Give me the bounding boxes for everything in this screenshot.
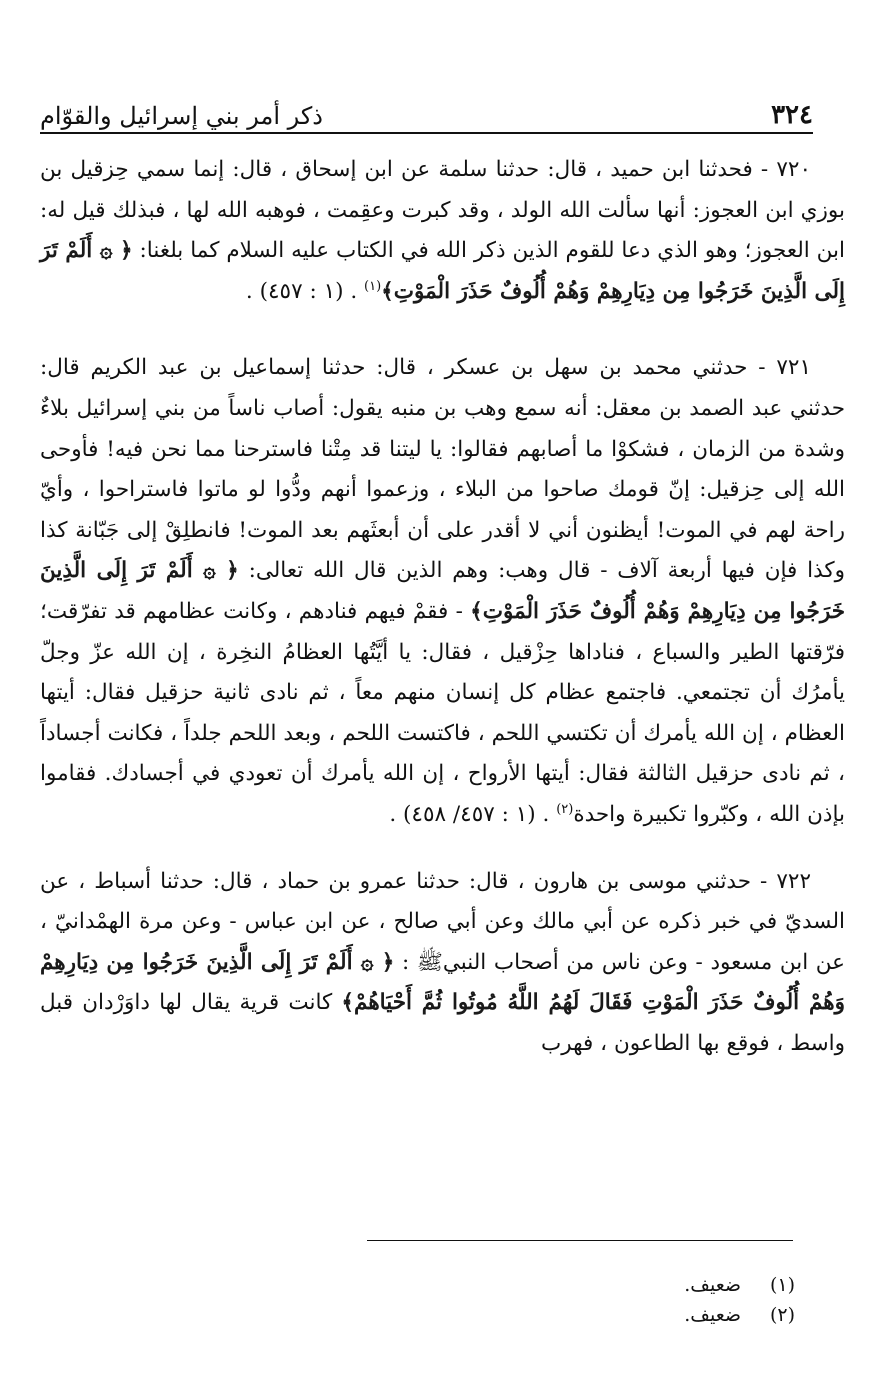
footnote-number: (١) — [769, 1274, 795, 1296]
paragraph-text: ٧٢٢ - حدثني موسى بن هارون ، قال: حدثنا عمرو بن حماد ، قال: حدثنا أسباط ، عن السديّ في خبر ذكره عن أبي مالك وعن أبي صالح ، عن ابن عباس - وعن مرة الهمْدانيّ ، عن ابن مسعود - وعن ناس من أصحاب النبيﷺ : — [40, 868, 845, 975]
paragraph-citation: . (١ : ٤٥٧/ ٤٥٨) . — [389, 801, 557, 827]
quran-verse: ﴿ ۞ أَلَمْ تَرَ إِلَى الَّذِينَ خَرَجُوا مِن دِيَارِهِمْ وَهُمْ أُلُوفٌ حَذَرَ الْمَوْتِ﴾ — [40, 558, 845, 624]
footnote-text: ضعيف. — [684, 1274, 741, 1296]
footnote-ref: (١) — [364, 278, 382, 294]
main-text — [40, 150, 845, 1086]
footnote-divider — [367, 1240, 793, 1241]
paragraph-text-continued: كانت قرية يقال لها داوَرْدان قبل واسط ، فوقع بها الطاعون ، فهرب — [40, 990, 845, 1056]
paragraph-721 — [40, 348, 845, 835]
footnote-ref: (٢) — [556, 801, 574, 817]
paragraph-citation: . (١ : ٤٥٧) . — [245, 278, 365, 304]
running-title: ذكر أمر بني إسرائيل والقوّام — [40, 102, 323, 130]
paragraph-text-continued: - فقمْ فيهم فنادهم ، وكانت عظامهم قد تفرّقت؛ فرّقتها الطير والسباع ، فناداها حِزْقيل ، فقال: يا أيَّتُها العظامُ النخِرة ، إن الله عزّ وجلّ يأمرُك أن تجتمعي. فاجتمع عظام كل إنسان منهم معاً ، ثم نادى ثانية حزقيل فقال: أيتها العظام ، إن الله يأمرك أن تكتسي اللحم ، فاكتست اللحم ، وبعد اللحم جلداً ، فكانت أجساداً ، ثم نادى حزقيل الثالثة فقال: أيتها الأرواح ، إن الله يأمرك أن تعودي في أجسادك. فقاموا بإذن الله ، وكبّروا تكبيرة واحدة — [40, 598, 845, 827]
footnotes — [684, 1270, 795, 1330]
paragraph-720 — [40, 150, 845, 312]
page-number: ٣٢٤ — [771, 100, 813, 130]
paragraph-text: ٧٢٠ - فحدثنا ابن حميد ، قال: حدثنا سلمة عن ابن إسحاق ، قال: إنما سمي حِزقيل بن بوزي ابن العجوز: أنها سألت الله الولد ، وقد كبرت وعقِمت ، فوهبه الله لها ، فبذلك قيل له: ابن العجوز؛ وهو الذي دعا للقوم الذين ذكر الله في الكتاب عليه السلام كما بلغنا: — [40, 157, 845, 264]
footnote-number: (٢) — [769, 1304, 795, 1326]
page-header — [40, 84, 813, 134]
footnote-1 — [684, 1270, 795, 1300]
quran-verse: ﴿ ۞ أَلَمْ تَرَ إِلَى الَّذِينَ خَرَجُوا مِن دِيَارِهِمْ وَهُمْ أُلُوفٌ حَذَرَ الْمَوْتِ﴾ — [40, 238, 845, 304]
paragraph-text: ٧٢١ - حدثني محمد بن سهل بن عسكر ، قال: حدثنا إسماعيل بن عبد الكريم قال: حدثني عبد الصمد بن معقل: أنه سمع وهب بن منبه يقول: أصاب ناساً من بني إسرائيل بلاءٌ وشدة من الزمان ، فشكوْا ما أصابهم فقالوا: يا ليتنا قد مِتْنا فاسترحنا مما نحن فيه! فأوحى الله إلى حِزقيل: إنّ قومك صاحوا من البلاء ، وزعموا أنهم ودُّوا لو ماتوا فاستراحوا ، وأيّ راحة لهم في الموت! أيظنون أني لا أقدر على أن أبعثَهم بعد الموت! فانطلِقْ إلى جَبّانة كذا وكذا فإن فيها أربعة آلاف - قال وهب: وهم الذين قال الله تعالى: — [40, 355, 845, 584]
footnote-text: ضعيف. — [684, 1304, 741, 1326]
footnote-2 — [684, 1300, 795, 1330]
paragraph-722 — [40, 862, 845, 1065]
quran-verse: ﴿ ۞ أَلَمْ تَرَ إِلَى الَّذِينَ خَرَجُوا مِن دِيَارِهِمْ وَهُمْ أُلُوفٌ حَذَرَ الْمَوْتِ فَقَالَ لَهُمُ اللَّهُ مُوتُوا ثُمَّ أَحْيَاهُمْ﴾ — [40, 949, 845, 1016]
